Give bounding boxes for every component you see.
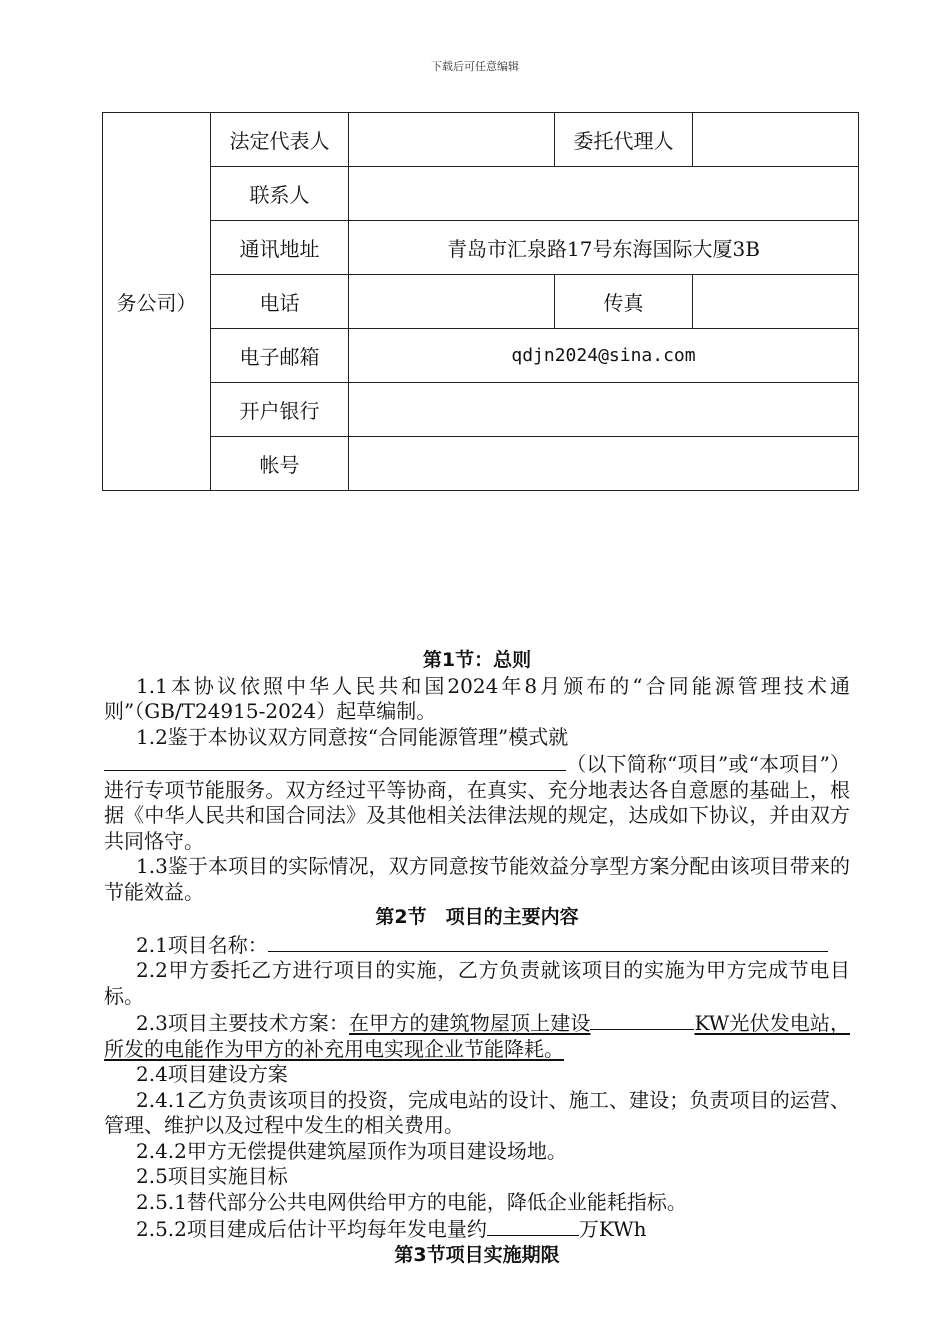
bank-value [349, 383, 859, 437]
table-row [103, 275, 859, 329]
contract-body [104, 648, 850, 1268]
clause-2-1 [104, 931, 850, 959]
output-blank [487, 1215, 579, 1236]
header-note: 下载后可任意编辑 [431, 60, 519, 73]
contact-label: 联系人 [211, 167, 349, 221]
table-row [103, 221, 859, 275]
agent-label: 委托代理人 [555, 113, 693, 167]
table-row [103, 437, 859, 491]
legal-rep-value [349, 113, 555, 167]
clause-2-3 [104, 1009, 850, 1062]
clause-2-3-part-a: 在甲方的建筑物屋顶上建设 [349, 1011, 591, 1035]
fax-value [693, 275, 859, 329]
contact-value [349, 167, 859, 221]
fax-label: 传真 [555, 275, 693, 329]
agent-value [693, 113, 859, 167]
phone-value [349, 275, 555, 329]
party-label: 务公司） [103, 113, 211, 491]
clause-2-2: 2.2甲方委托乙方进行项目的实施，乙方负责就该项目的实施为甲方完成节电目标。 [104, 958, 850, 1008]
clause-2-4-2: 2.4.2甲方无偿提供建筑屋顶作为项目建设场地。 [136, 1138, 567, 1163]
clause-1-2b: （以下简称“项目”或“本项目”）进行专项节能服务。双方经过平等协商，在真实、充分地表达各自意愿的基础上，根据《中华人民共和国合同法》及其他相关法律法规的规定，达成如下协议，并由双方共同恪守。 [104, 752, 850, 853]
address-label: 通讯地址 [211, 221, 349, 275]
clause-2-4: 2.4项目建设方案 [136, 1062, 288, 1086]
party-info-table [102, 112, 859, 491]
account-label: 帐号 [211, 437, 349, 491]
bank-label: 开户银行 [211, 383, 349, 437]
clause-2-5-1: 2.5.1替代部分公共电网供给甲方的电能，降低企业能耗指标。 [136, 1189, 687, 1214]
address-value: 青岛市汇泉路17号东海国际大厦3B [349, 221, 859, 275]
project-name-blank [268, 931, 828, 952]
clause-2-4-1: 2.4.1乙方负责该项目的投资，完成电站的设计、施工、建设；负责项目的运营、管理、维护以及过程中发生的相关费用。 [104, 1087, 850, 1137]
clause-2-5-2-a: 2.5.2项目建成后估计平均每年发电量约 [136, 1217, 487, 1241]
clause-1-1: 1.1本协议依照中华人民共和国2024年8月颁布的“合同能源管理技术通则”（GB/T24915-2024）起草编制。 [104, 673, 850, 723]
clause-2-5: 2.5项目实施目标 [136, 1164, 288, 1188]
legal-rep-label: 法定代表人 [211, 113, 349, 167]
clause-1-3: 1.3鉴于本项目的实际情况，双方同意按节能效益分享型方案分配由该项目带来的节能效益。 [104, 854, 850, 904]
clause-2-5-2 [104, 1215, 850, 1243]
phone-label: 电话 [211, 275, 349, 329]
table-row [103, 329, 859, 383]
table-row [103, 167, 859, 221]
table-row [103, 383, 859, 437]
email-value: qdjn2024@sina.com [349, 329, 859, 383]
clause-1-2a: 1.2鉴于本协议双方同意按“合同能源管理”模式就 [136, 724, 569, 749]
clause-2-5-2-b: 万KWh [578, 1217, 647, 1241]
clause-2-1-label: 2.1项目名称： [136, 932, 268, 957]
section-1-title: 第1节：总则 [422, 649, 532, 671]
email-label: 电子邮箱 [211, 329, 349, 383]
account-value [349, 437, 859, 491]
section-2-title: 第2节 项目的主要内容 [375, 906, 579, 928]
section-3-title: 第3节项目实施期限 [394, 1243, 560, 1266]
clause-2-3-part-b: KW光伏发电站，所发的电能作为甲方的补充用电实现企业节能降耗。 [104, 1011, 850, 1061]
clause-2-3-prefix: 2.3项目主要技术方案： [136, 1011, 350, 1035]
table-row [103, 113, 859, 167]
clause-1-2-continued [104, 750, 850, 854]
capacity-blank [590, 1009, 694, 1030]
project-blank [104, 750, 566, 771]
